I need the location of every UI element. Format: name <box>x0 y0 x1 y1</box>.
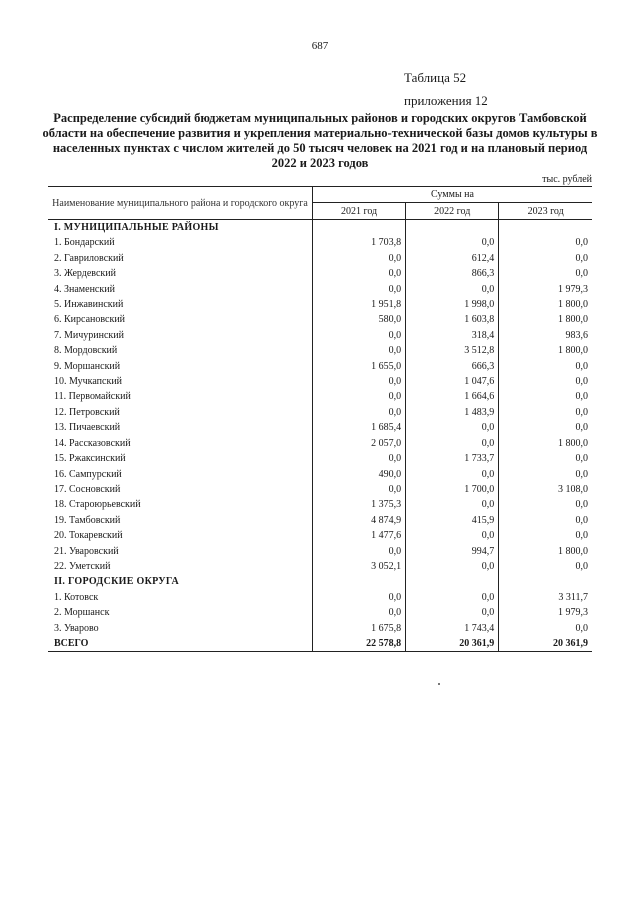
value-cell: 2 057,0 <box>312 436 405 451</box>
row-name: 9. Моршанский <box>54 360 121 372</box>
value-cell: 0,0 <box>499 420 592 435</box>
table-row <box>48 374 592 389</box>
empty-cell <box>499 220 592 236</box>
row-name: 11. Первомайский <box>54 391 131 403</box>
value-cell: 1 700,0 <box>406 482 499 497</box>
value-cell: 415,9 <box>406 513 499 528</box>
value-cell: 0,0 <box>499 251 592 266</box>
value-cell: 1 655,0 <box>312 359 405 374</box>
row-name: 21. Уваровский <box>54 545 119 557</box>
value-cell: 0,0 <box>499 374 592 389</box>
value-cell: 0,0 <box>312 590 405 605</box>
row-name: 3. Жердевский <box>54 268 116 280</box>
empty-cell <box>499 574 592 589</box>
value-cell: 1 483,9 <box>406 405 499 420</box>
value-cell: 0,0 <box>499 389 592 404</box>
table-row <box>48 621 592 636</box>
total-label: ВСЕГО <box>48 636 312 652</box>
value-cell: 0,0 <box>499 497 592 512</box>
value-cell: 0,0 <box>312 482 405 497</box>
table-row <box>48 282 592 297</box>
value-cell: 666,3 <box>406 359 499 374</box>
table-row <box>48 528 592 543</box>
total-value-cell: 22 578,8 <box>312 636 405 652</box>
row-name: 18. Староюрьевский <box>54 499 141 511</box>
value-cell: 1 603,8 <box>406 312 499 327</box>
section-row <box>48 220 592 236</box>
value-cell: 0,0 <box>312 374 405 389</box>
table-row <box>48 590 592 605</box>
value-cell: 612,4 <box>406 251 499 266</box>
table-row <box>48 497 592 512</box>
table-row <box>48 405 592 420</box>
value-cell: 866,3 <box>406 266 499 281</box>
total-row <box>48 636 592 652</box>
empty-cell <box>406 220 499 236</box>
value-cell: 0,0 <box>499 405 592 420</box>
value-cell: 0,0 <box>406 559 499 574</box>
row-name: 3. Уварово <box>54 622 99 634</box>
row-name: 4. Знаменский <box>54 283 115 295</box>
row-name: 5. Инжавинский <box>54 299 124 311</box>
value-cell: 0,0 <box>312 251 405 266</box>
units-label: тыс. рублей <box>542 174 592 185</box>
table-row <box>48 389 592 404</box>
value-cell: 0,0 <box>406 467 499 482</box>
value-cell: 0,0 <box>406 420 499 435</box>
value-cell: 0,0 <box>499 467 592 482</box>
value-cell: 4 874,9 <box>312 513 405 528</box>
value-cell: 490,0 <box>312 467 405 482</box>
value-cell: 0,0 <box>499 266 592 281</box>
value-cell: 3 311,7 <box>499 590 592 605</box>
total-value-cell: 20 361,9 <box>499 636 592 652</box>
value-cell: 1 800,0 <box>499 312 592 327</box>
table-row <box>48 482 592 497</box>
section-title: II. ГОРОДСКИЕ ОКРУГА <box>54 576 180 588</box>
value-cell: 0,0 <box>312 343 405 358</box>
table-row <box>48 559 592 574</box>
value-cell: 0,0 <box>312 451 405 466</box>
value-cell: 0,0 <box>312 405 405 420</box>
table-row <box>48 605 592 620</box>
row-name: 15. Ржаксинский <box>54 453 126 465</box>
value-cell: 0,0 <box>312 266 405 281</box>
row-name: 1. Котовск <box>54 591 99 603</box>
value-cell: 1 375,3 <box>312 497 405 512</box>
row-name: 17. Сосновский <box>54 483 121 495</box>
section-row <box>48 574 592 589</box>
subsidy-table <box>48 186 592 652</box>
value-cell: 0,0 <box>406 528 499 543</box>
value-cell: 0,0 <box>406 436 499 451</box>
row-name: 12. Петровский <box>54 406 120 418</box>
value-cell: 1 998,0 <box>406 297 499 312</box>
table-row <box>48 297 592 312</box>
section-title: I. МУНИЦИПАЛЬНЫЕ РАЙОНЫ <box>54 222 219 233</box>
value-cell: 994,7 <box>406 544 499 559</box>
table-row <box>48 266 592 281</box>
table-row <box>48 420 592 435</box>
value-cell: 1 703,8 <box>312 235 405 250</box>
value-cell: 1 685,4 <box>312 420 405 435</box>
total-value-cell: 20 361,9 <box>406 636 499 652</box>
table-row <box>48 359 592 374</box>
value-cell: 0,0 <box>406 497 499 512</box>
appendix-label: приложения 12 <box>404 93 488 108</box>
value-cell: 0,0 <box>499 559 592 574</box>
table-row <box>48 251 592 266</box>
value-cell: 318,4 <box>406 328 499 343</box>
header-year-2023: 2023 год <box>499 203 592 220</box>
table-row <box>48 235 592 250</box>
value-cell: 0,0 <box>499 359 592 374</box>
table-body <box>48 220 592 652</box>
value-cell: 580,0 <box>312 312 405 327</box>
value-cell: 0,0 <box>312 544 405 559</box>
table-row <box>48 513 592 528</box>
header-year-2021: 2021 год <box>312 203 405 220</box>
table-row <box>48 467 592 482</box>
value-cell: 0,0 <box>499 528 592 543</box>
row-name: 19. Тамбовский <box>54 514 121 526</box>
value-cell: 0,0 <box>406 590 499 605</box>
row-name: 8. Мордовский <box>54 345 118 357</box>
table-row <box>48 343 592 358</box>
value-cell: 0,0 <box>499 513 592 528</box>
value-cell: 0,0 <box>406 235 499 250</box>
value-cell: 3 108,0 <box>499 482 592 497</box>
value-cell: 0,0 <box>312 605 405 620</box>
value-cell: 983,6 <box>499 328 592 343</box>
empty-cell <box>406 574 499 589</box>
row-name: 14. Рассказовский <box>54 437 131 449</box>
row-name: 2. Гавриловский <box>54 252 124 264</box>
value-cell: 1 979,3 <box>499 282 592 297</box>
header-name-column: Наименование муниципального района и городского округа <box>48 187 312 220</box>
value-cell: 1 800,0 <box>499 436 592 451</box>
row-name: 2. Моршанск <box>54 607 110 619</box>
table-row <box>48 328 592 343</box>
row-name: 7. Мичуринский <box>54 329 124 341</box>
table-row <box>48 312 592 327</box>
value-cell: 3 512,8 <box>406 343 499 358</box>
value-cell: 1 800,0 <box>499 297 592 312</box>
value-cell: 1 979,3 <box>499 605 592 620</box>
value-cell: 3 052,1 <box>312 559 405 574</box>
value-cell: 0,0 <box>499 451 592 466</box>
row-name: 10. Мучкапский <box>54 376 123 388</box>
table-number: Таблица 52 <box>404 70 467 85</box>
value-cell: 1 675,8 <box>312 621 405 636</box>
value-cell: 0,0 <box>406 605 499 620</box>
value-cell: 1 800,0 <box>499 343 592 358</box>
value-cell: 0,0 <box>312 328 405 343</box>
scan-speck <box>438 683 440 685</box>
value-cell: 1 800,0 <box>499 544 592 559</box>
page-number: 687 <box>311 40 329 52</box>
value-cell: 0,0 <box>312 389 405 404</box>
value-cell: 0,0 <box>499 235 592 250</box>
value-cell: 1 477,6 <box>312 528 405 543</box>
row-name: 13. Пичаевский <box>54 422 121 434</box>
table-row <box>48 451 592 466</box>
empty-cell <box>312 220 405 236</box>
header-year-2022: 2022 год <box>406 203 499 220</box>
table-row <box>48 544 592 559</box>
value-cell: 1 664,6 <box>406 389 499 404</box>
header-sums: Суммы на <box>312 187 592 203</box>
value-cell: 0,0 <box>312 282 405 297</box>
row-name: 1. Бондарский <box>54 237 115 249</box>
row-name: 22. Уметский <box>54 560 111 572</box>
row-name: 6. Кирсановский <box>54 314 126 326</box>
row-name: 20. Токаревский <box>54 530 123 542</box>
value-cell: 1 743,4 <box>406 621 499 636</box>
row-name: 16. Сампурский <box>54 468 122 480</box>
document-title: Распределение субсидий бюджетам муниципальных районов и городских округов Тамбовской области на обеспечение развития и укрепления материально-технической базы домов культуры в населенных пунктах с числом жителей до 50 тысяч человек на 2021 год и на плановый период 2022 и 2023 годов <box>42 111 598 170</box>
empty-cell <box>312 574 405 589</box>
table-row <box>48 436 592 451</box>
value-cell: 1 951,8 <box>312 297 405 312</box>
value-cell: 0,0 <box>406 282 499 297</box>
value-cell: 1 047,6 <box>406 374 499 389</box>
value-cell: 1 733,7 <box>406 451 499 466</box>
value-cell: 0,0 <box>499 621 592 636</box>
